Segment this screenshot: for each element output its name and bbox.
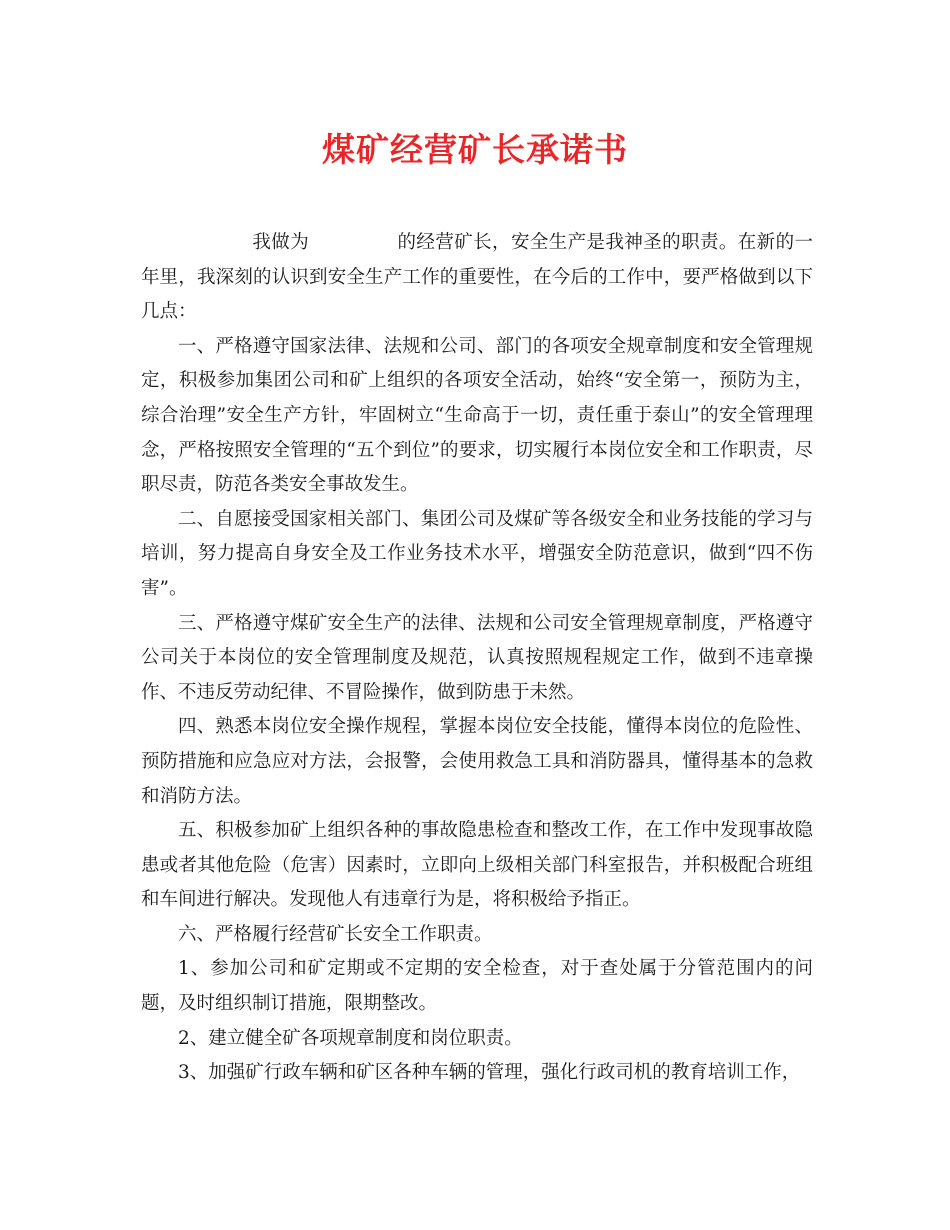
paragraph-item-6: 六、严格履行经营矿长安全工作职责。 [178, 923, 493, 945]
paragraph-item-1: 一、严格遵守国家法律、法规和公司、部门的各项安全规章制度和安全管理规定，积极参加集团公司和矿上组织的各项安全活动，始终“安全第一，预防为主，综合治理”安全生产方针，牢固树立“生命高于一切，责任重于泰山”的安全管理理念，严格按照安全管理的“五个到位”的要求，切实履行本岗位安全和工作职责，尽职尽责，防范各类安全事故发生。 [141, 335, 813, 496]
opening-text-after-blank: 的经营矿长，安全生产是我神圣的职责。在新的一年里，我深刻的认识到安全生产工作的重要性，在今后的工作中，要严格做到以下几点： [141, 232, 813, 323]
document-title: 煤矿经营矿长承诺书 [322, 130, 628, 169]
opening-paragraph [141, 226, 813, 330]
paragraph-item-5: 五、积极参加矿上组织各种的事故隐患检查和整改工作，在工作中发现事故隐患或者其他危险（危害）因素时，立即向上级相关部门科室报告，并积极配合班组和车间进行解决。发现他人有违章行为是，将积极给予指正。 [141, 820, 813, 911]
paragraph-item-3: 三、严格遵守煤矿安全生产的法律、法规和公司安全管理规章制度，严格遵守公司关于本岗位的安全管理制度及规范，认真按照规程规定工作，做到不违章操作、不违反劳动纪律、不冒险操作，做到防患于未然。 [141, 612, 813, 703]
opening-text-before-blank: 我做为 [252, 232, 310, 253]
paragraph-item-2: 二、自愿接受国家相关部门、集团公司及煤矿等各级安全和业务技能的学习与培训，努力提高自身安全及工作业务技术水平，增强安全防范意识，做到“四不伤害”。 [141, 508, 813, 599]
paragraph-subitem-3: 3、加强矿行政车辆和矿区各种车辆的管理，强化行政司机的教育培训工作， [178, 1062, 801, 1084]
paragraph-item-4: 四、熟悉本岗位安全操作规程，掌握本岗位安全技能，懂得本岗位的危险性、预防措施和应急应对方法，会报警，会使用救急工具和消防器具，懂得基本的急救和消防方法。 [141, 716, 813, 807]
document-body [141, 226, 813, 1091]
paragraph-subitem-2: 2、建立健全矿各项规章制度和岗位职责。 [178, 1027, 523, 1049]
paragraph-subitem-1: 1、参加公司和矿定期或不定期的安全检查，对于查处属于分管范围内的问题，及时组织制订措施，限期整改。 [141, 958, 813, 1015]
